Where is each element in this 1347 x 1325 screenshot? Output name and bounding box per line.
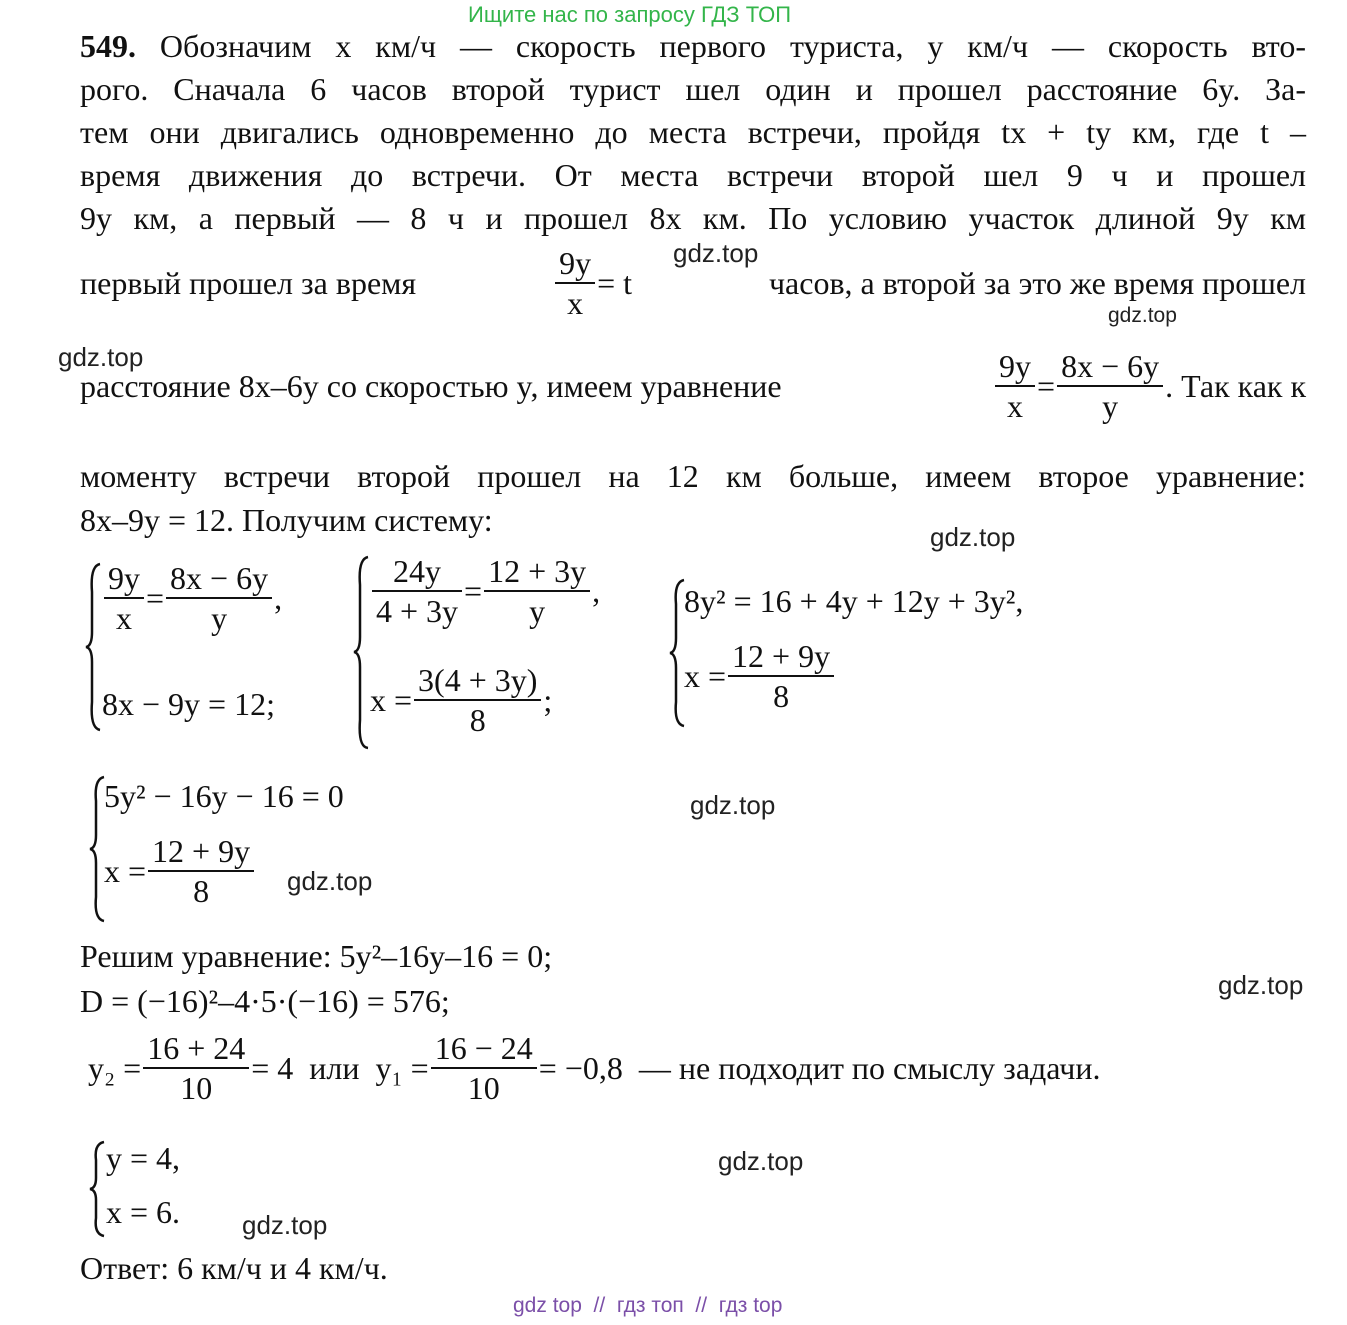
brace-icon	[352, 555, 372, 750]
answer-line: Ответ: 6 км/ч и 4 км/ч.	[80, 1250, 388, 1286]
roots-line: y₂ = $\frac{16 + 24}{10}$ = 4 или y₁ = $\frac{16 - 24}{10}$ = −0,8 — не подходит по смыслу задачи.	[88, 1030, 1101, 1106]
text-line-5: 9y км, а первый — 8 ч и прошел 8x км. По условию участок длиной 9y км	[80, 200, 1306, 236]
text-line-8: моменту встречи второй прошел на 12 км больше, имеем второе уравнение:	[80, 458, 1306, 494]
watermark: gdz.top	[1108, 304, 1177, 327]
text: Обозначим x км/ч — скорость первого туриста, y км/ч — скорость вто-	[159, 28, 1307, 64]
text: первый прошел за время	[80, 265, 417, 302]
watermark: gdz.top	[58, 342, 144, 372]
equation: $\frac{9y}{x}$ = $\frac{8x - 6y}{y}$ . Так как к	[993, 348, 1306, 425]
system-3-row-2: x = $\frac{12 + 9y}{8}$	[684, 638, 836, 715]
watermark: gdz.top	[690, 790, 776, 820]
watermark: gdz.top	[930, 522, 1016, 552]
fraction: $\frac{9y}{x}$	[557, 245, 593, 322]
system-4-row-2: x = $\frac{12 + 9y}{8}$	[104, 833, 256, 910]
system-5-row-2: x = 6.	[106, 1194, 181, 1230]
system-1-row-1: $\frac{9y}{x}$ = $\frac{8x - 6y}{y}$ ,	[102, 560, 282, 637]
watermark: gdz.top	[242, 1210, 328, 1240]
text: часов, а второй за это же время прошел	[768, 265, 1306, 302]
system-4-row-1: 5y² − 16y − 16 = 0	[104, 778, 344, 814]
system-5-row-1: y = 4,	[106, 1140, 181, 1176]
system-2-row-1: $\frac{24y}{4 + 3y}$ = $\frac{12 + 3y}{y}$ ,	[370, 553, 600, 630]
watermark: gdz.top	[1218, 970, 1304, 1000]
text-line-9: 8x–9y = 12. Получим систему:	[80, 502, 493, 538]
watermark: gdz.top	[673, 238, 759, 268]
brace-icon	[84, 562, 104, 732]
text-line-4: время движения до встречи. От места встречи второй шел 9 ч и прошел	[80, 157, 1306, 193]
solve-line: Решим уравнение: 5y²–16y–16 = 0;	[80, 938, 553, 974]
text-line-2: рого. Сначала 6 часов второй турист шел один и прошел расстояние 6y. За-	[80, 71, 1306, 107]
system-1-row-2: 8x − 9y = 12;	[102, 686, 275, 722]
text: расстояние 8x–6y со скоростью y, имеем уравнение	[80, 368, 782, 405]
text-line-1	[80, 28, 1306, 65]
text-line-3: тем они двигались одновременно до места встречи, пройдя tx + ty км, где t –	[80, 114, 1307, 150]
brace-icon	[88, 1140, 108, 1238]
watermark: gdz.top	[718, 1146, 804, 1176]
system-3-row-1: 8y² = 16 + 4y + 12y + 3y²,	[684, 583, 1024, 619]
problem-number: 549.	[80, 28, 136, 64]
system-2-row-2: x = $\frac{3(4 + 3y)}{8}$ ;	[370, 662, 553, 738]
top-watermark: Ищите нас по запросу ГДЗ ТОП	[468, 2, 792, 27]
watermark: gdz.top	[287, 866, 373, 896]
footer-watermark: gdz top // гдз топ // гдз top	[513, 1294, 783, 1317]
text-line-6: первый прошел за время $\frac{9y}{x}$ = t часов, а второй за это же время прошел	[80, 245, 1306, 321]
discriminant-line: D = (−16)²–4·5·(−16) = 576;	[80, 983, 450, 1019]
text-line-7	[80, 348, 1306, 425]
